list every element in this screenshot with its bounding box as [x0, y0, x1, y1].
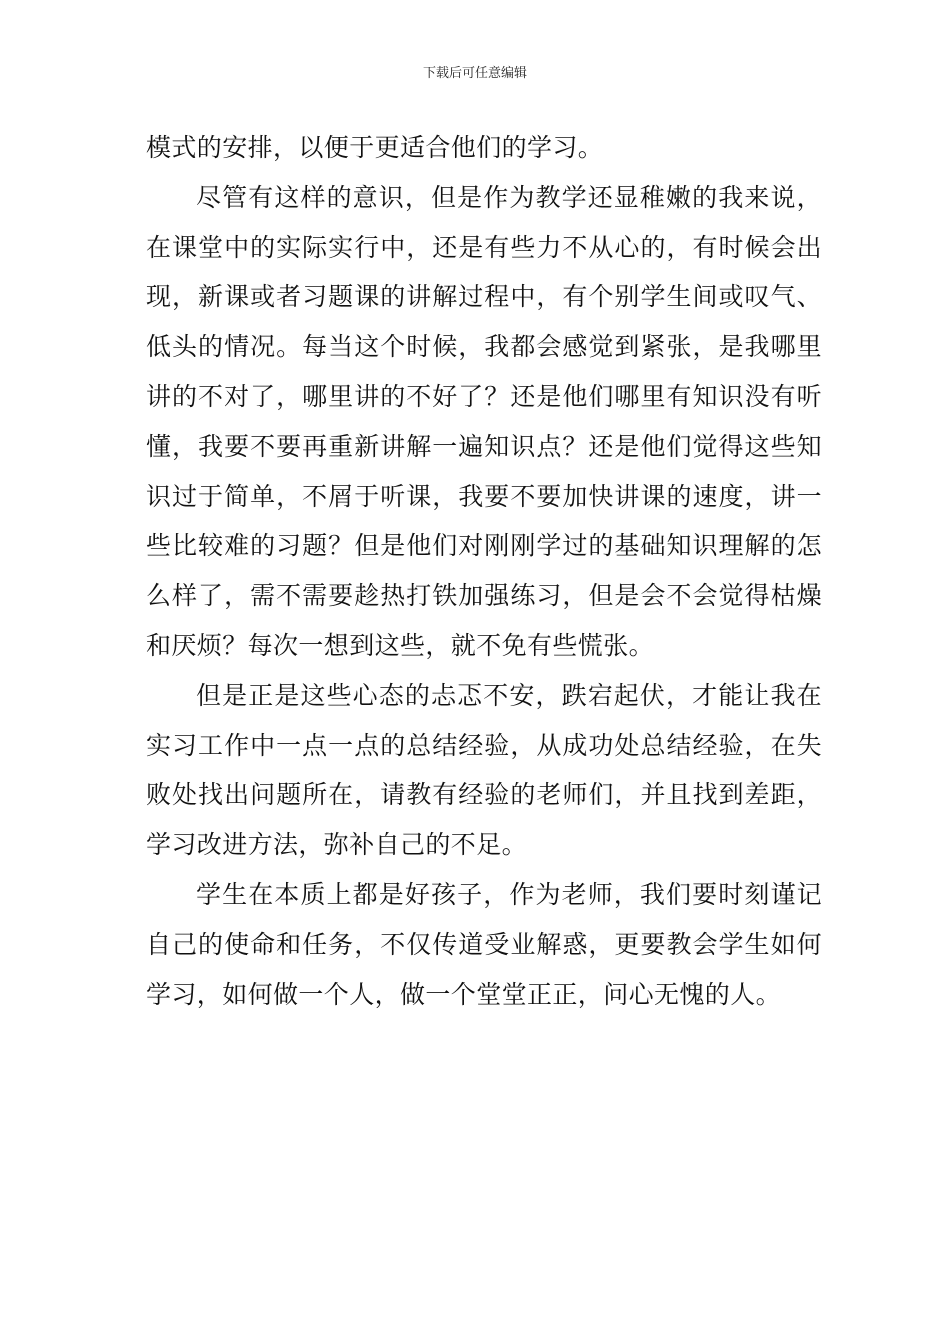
paragraph-1: 模式的安排，以便于更适合他们的学习。: [146, 133, 604, 162]
paragraph-2: 尽管有这样的意识，但是作为教学还显稚嫩的我来说，在课堂中的实际实行中，还是有些力不从心的，有时候会出现，新课或者习题课的讲解过程中，有个别学生间或叹气、低头的情况。每当这个时候，我都会感觉到紧张，是我哪里讲的不对了，哪里讲的不好了？还是他们哪里有知识没有听懂，我要不要再重新讲解一遍知识点？还是他们觉得这些知识过于简单，不屑于听课，我要不要加快讲课的速度，讲一些比较难的习题？但是他们对刚刚学过的基础知识理解的怎么样了，需不需要趁热打铁加强练习，但是会不会觉得枯燥和厌烦？每次一想到这些，就不免有些慌张。: [146, 182, 822, 660]
paragraph-4: 学生在本质上都是好孩子，作为老师，我们要时刻谨记自己的使命和任务，不仅传道受业解惑，更要教会学生如何学习，如何做一个人，做一个堂堂正正，问心无愧的人。: [146, 879, 822, 1009]
paragraph-3: 但是正是这些心态的忐忑不安，跌宕起伏，才能让我在实习工作中一点一点的总结经验，从成功处总结经验，在失败处找出问题所在，请教有经验的老师们，并且找到差距，学习改进方法，弥补自己的不足。: [146, 680, 822, 860]
body-text: [146, 123, 822, 1019]
page-header: 下载后可任意编辑: [422, 66, 527, 81]
